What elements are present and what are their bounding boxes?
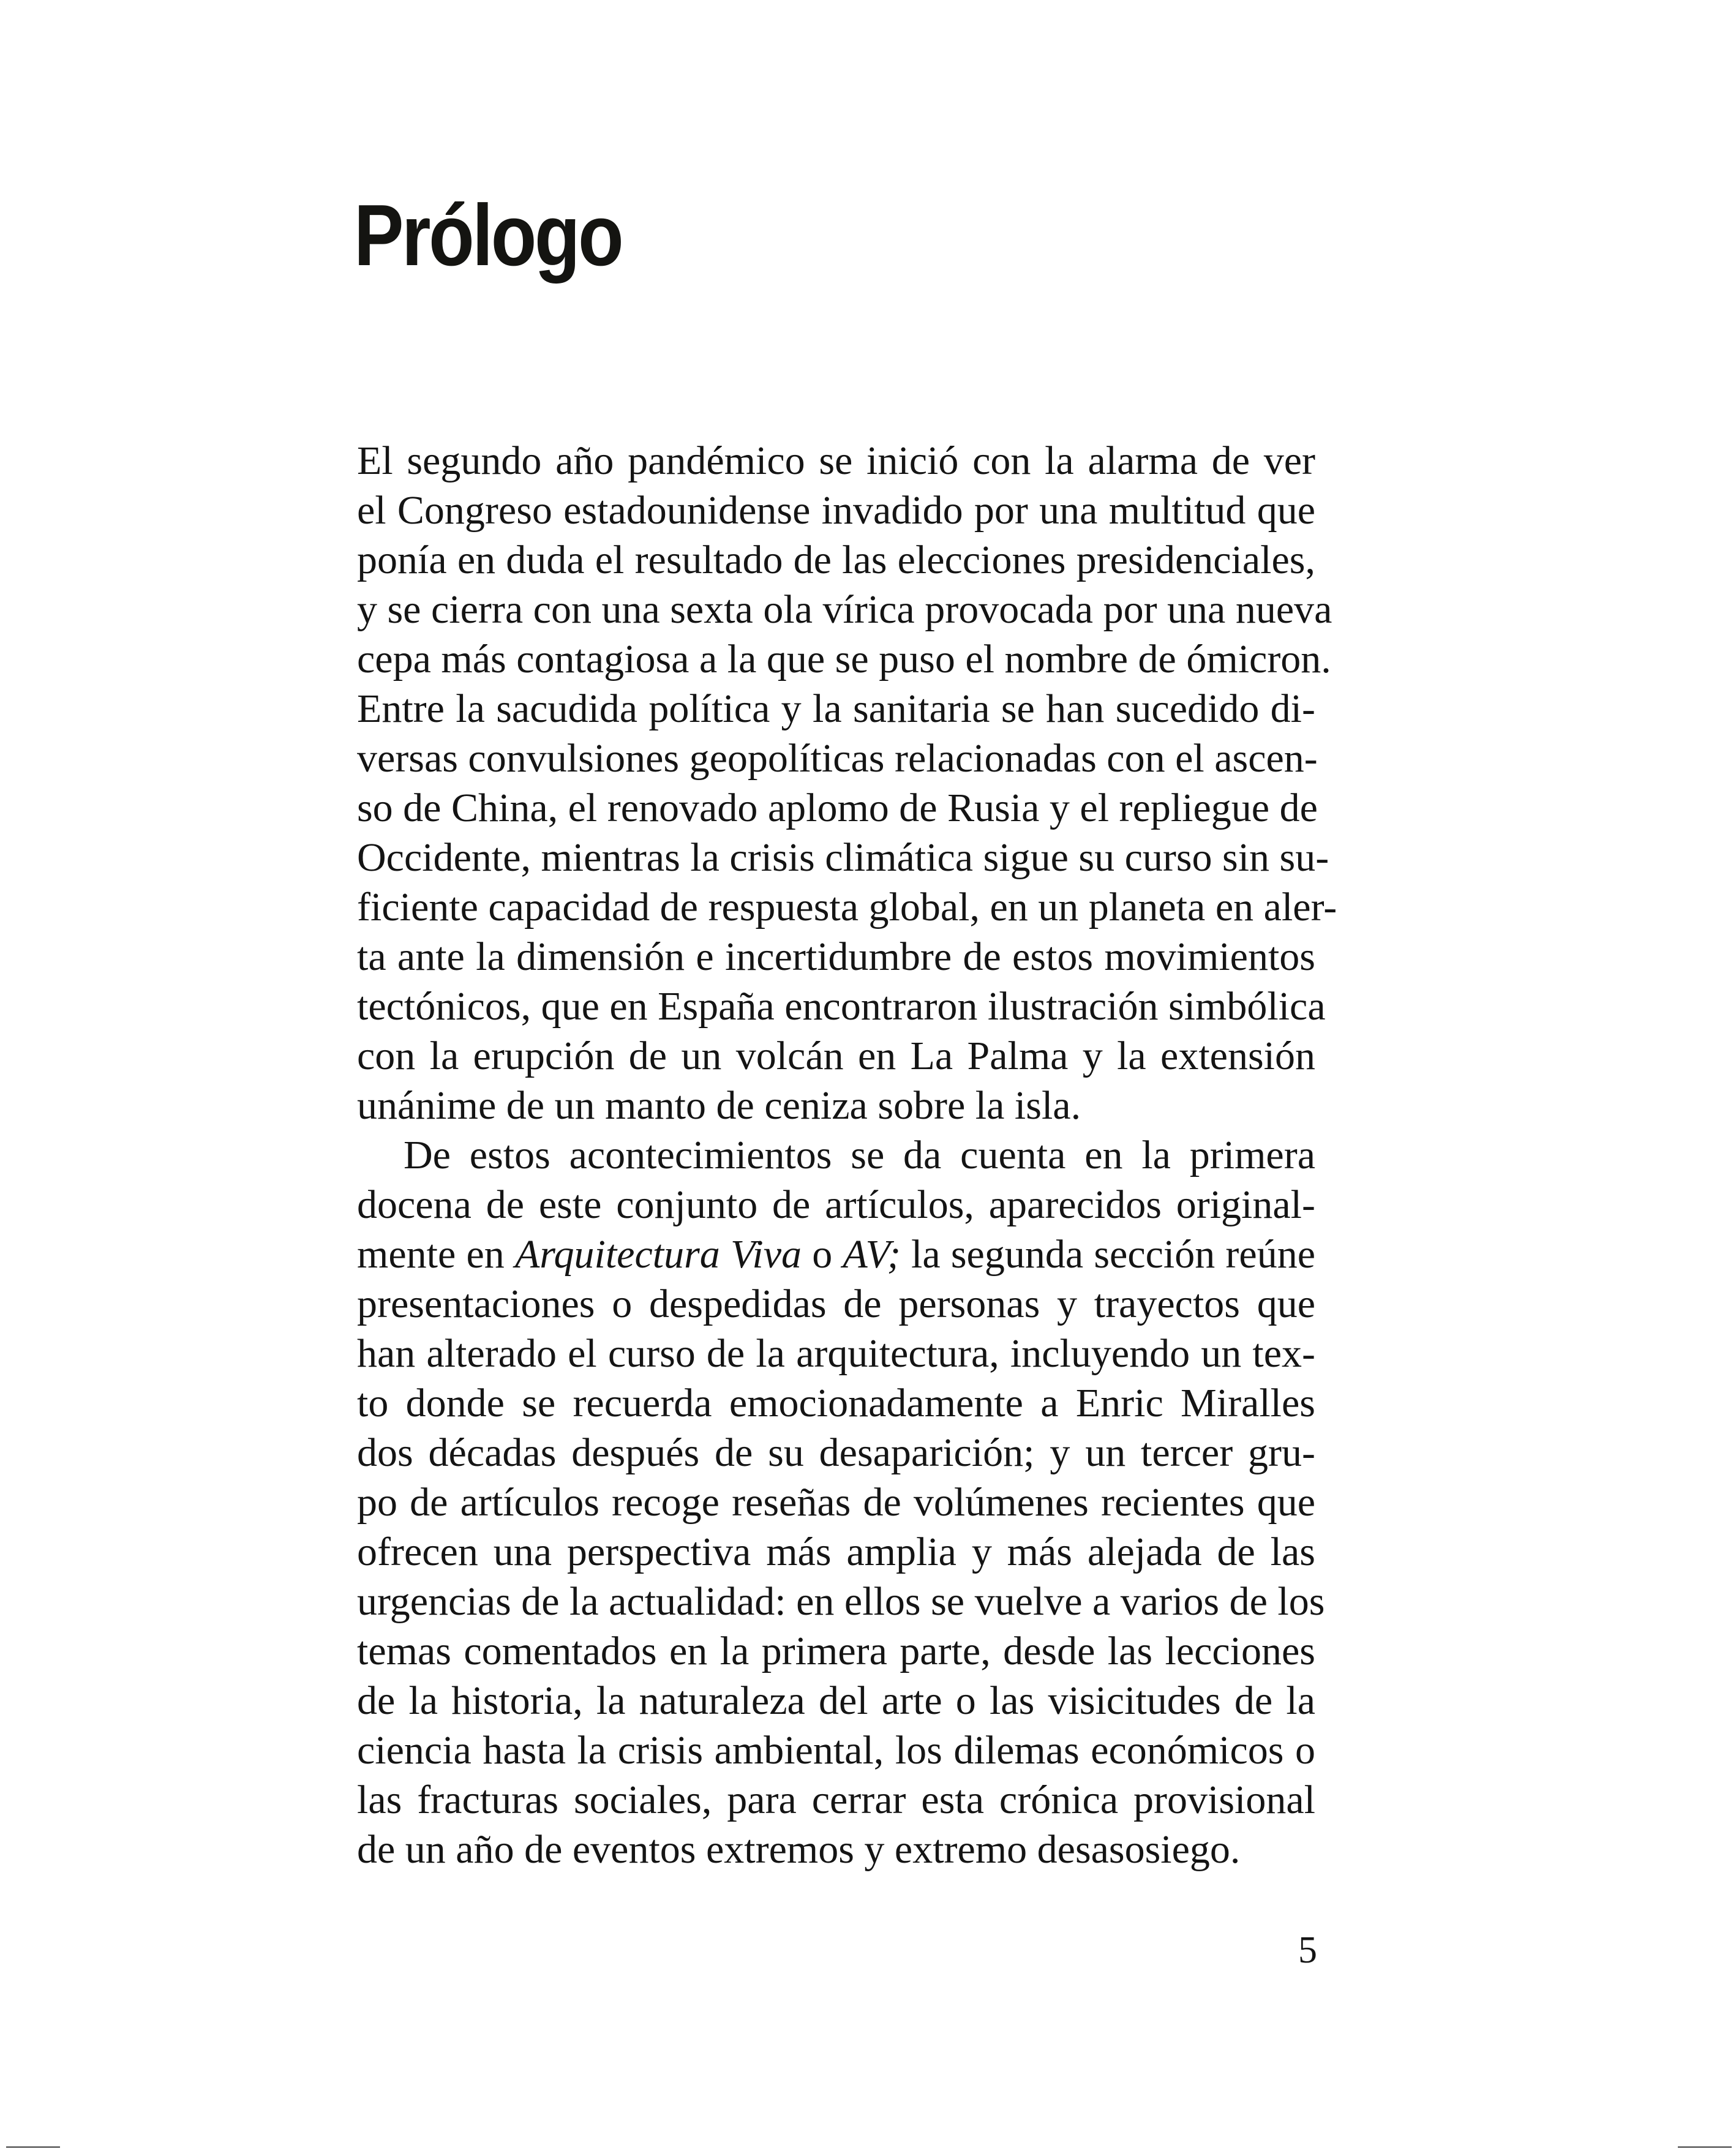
paragraph-1 xyxy=(357,436,1337,1130)
text-line: tectónicos, que en España encontraron ilustración simbólica xyxy=(357,984,1326,1029)
text-line: so de China, el renovado aplomo de Rusia y el repliegue de xyxy=(357,786,1318,830)
text-line: versas convulsiones geopolíticas relacionadas con el ascen- xyxy=(357,736,1318,781)
text-line: De estos acontecimientos se da cuenta en la primera xyxy=(404,1133,1315,1177)
text-line: de la historia, la naturaleza del arte o las visicitudes de la xyxy=(357,1678,1315,1723)
text-line: docena de este conjunto de artículos, aparecidos original- xyxy=(357,1182,1315,1227)
page-title: Prólogo xyxy=(354,187,622,284)
text-line: unánime de un manto de ceniza sobre la isla. xyxy=(357,1083,1081,1128)
paragraph-2 xyxy=(357,1130,1325,1874)
text-line: Occidente, mientras la crisis climática sigue su curso sin su- xyxy=(357,835,1329,880)
text-line: ponía en duda el resultado de las elecciones presidenciales, xyxy=(357,538,1315,582)
text-line: presentaciones o despedidas de personas y trayectos que xyxy=(357,1282,1315,1326)
text-line: po de artículos recoge reseñas de volúmenes recientes que xyxy=(357,1480,1315,1525)
text-line: han alterado el curso de la arquitectura, incluyendo un tex- xyxy=(357,1331,1315,1376)
text-line: ta ante la dimensión e incertidumbre de estos movimientos xyxy=(357,934,1315,979)
text-line: temas comentados en la primera parte, desde las lecciones xyxy=(357,1629,1315,1673)
text-line: Entre la sacudida política y la sanitaria se han sucedido di- xyxy=(357,686,1315,731)
text-run: la segunda sección reúne xyxy=(900,1232,1316,1277)
text-line: y se cierra con una sexta ola vírica provocada por una nueva xyxy=(357,587,1332,632)
magazine-title-arquitectura-viva: Arquitectura Viva xyxy=(514,1232,802,1277)
magazine-title-av: AV; xyxy=(843,1232,901,1277)
text-line: con la erupción de un volcán en La Palma y la extensión xyxy=(357,1034,1315,1078)
text-line: El segundo año pandémico se inició con la alarma de ver xyxy=(357,438,1315,483)
text-line: ofrecen una perspectiva más amplia y más alejada de las xyxy=(357,1530,1315,1574)
text-run: o xyxy=(802,1232,843,1277)
text-line: dos décadas después de su desaparición; y un tercer gru- xyxy=(357,1430,1315,1475)
text-line: ciencia hasta la crisis ambiental, los dilemas económicos o xyxy=(357,1728,1315,1773)
page-number: 5 xyxy=(1298,1929,1317,1971)
text-line xyxy=(357,1230,1315,1279)
text-line: ficiente capacidad de respuesta global, en un planeta en aler- xyxy=(357,885,1337,929)
text-line: el Congreso estadounidense invadido por una multitud que xyxy=(357,488,1315,533)
text-line: de un año de eventos extremos y extremo desasosiego. xyxy=(357,1827,1241,1872)
prologue-body xyxy=(357,436,1337,1874)
text-line: urgencias de la actualidad: en ellos se vuelve a varios de los xyxy=(357,1579,1325,1624)
text-line: to donde se recuerda emocionadamente a Enric Miralles xyxy=(357,1381,1315,1425)
text-line: cepa más contagiosa a la que se puso el nombre de ómicron. xyxy=(357,637,1331,682)
text-run: mente en xyxy=(357,1232,515,1277)
text-line: las fracturas sociales, para cerrar esta crónica provisional xyxy=(357,1778,1315,1822)
